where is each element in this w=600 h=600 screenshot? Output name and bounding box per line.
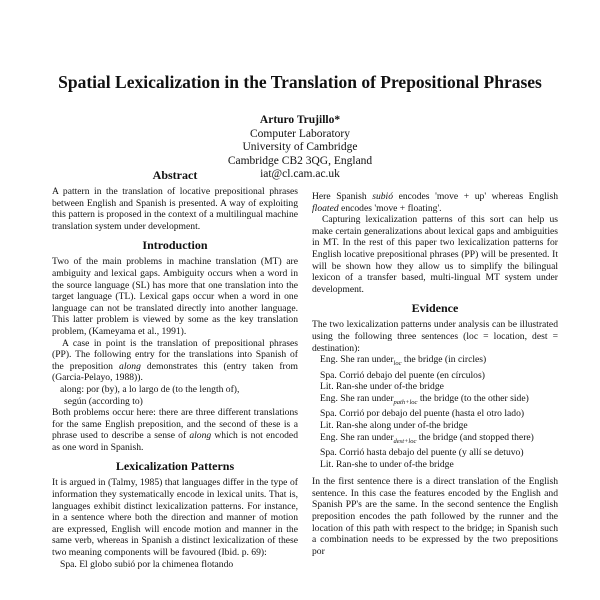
- example-1-spanish: Spa. Corrió debajo del puente (en círculos): [320, 369, 485, 381]
- paper-title: Spatial Lexicalization in the Translation of Prepositional Phrases: [58, 72, 542, 92]
- introduction-paragraph-2: A case in point is the translation of prepositional phrases (PP). The following entry for the translations into Spanish of the preposition along demonstrates this (entry taken from (Garcia-Pelayo, 1988)).: [52, 337, 298, 384]
- translation-entry-line-1: along: por (by), a lo largo de (to the length of),: [60, 383, 240, 395]
- introduction-paragraph-1: Two of the main problems in machine translation (MT) are ambiguity and lexical gaps. Ambiguity occurs when a word in the source language (SL) has more that one translation into the target language (TL). Lexical gaps occur when a word in one language can not be translated directly into another language. This latter problem is viewed by some as the key translation problem, (Kameyama et al., 1991).: [52, 256, 298, 337]
- translation-entry-line-2: según (according to): [64, 395, 143, 407]
- example-2-spanish: Spa. Corrió por debajo del puente (hasta el otro lado): [320, 408, 525, 420]
- introduction-paragraph-3: Both problems occur here: there are three different translations for the same English preposition, and the second of these is a phrase used to describe a sense of along which is not encoded as one word in Spanish.: [52, 407, 298, 453]
- evidence-closing-paragraph: In the first sentence there is a direct translation of the English sentence. In this case the features encoded by the English and Spanish PP's are the same. In the second sentence the English preposition encodes the path followed by the runner and the location of this path with respect to the bridge; in Spanish such a combination needs to be expressed by the two prepositions por: [312, 476, 558, 557]
- example-2-english: Eng. She ran under$_{path+loc}$ the bridge (to the other side): [320, 392, 529, 406]
- evidence-heading: Evidence: [411, 301, 459, 316]
- lexicalization-patterns-heading: Lexicalization Patterns: [115, 459, 235, 474]
- example-1-english: Eng. She ran under$_{loc}$ the bridge (in circles): [320, 354, 487, 368]
- author-affiliation-2: University of Cambridge: [242, 141, 358, 153]
- example-1-literal: Lit. Ran-she under of-the bridge: [320, 381, 444, 393]
- right-column: [312, 191, 558, 557]
- example-3-spanish: Spa. Corrió hasta debajo del puente (y allí se detuvo): [320, 447, 524, 458]
- author-email: iat@cl.cam.ac.uk: [260, 168, 340, 180]
- introduction-heading: Introduction: [142, 238, 208, 253]
- spanish-example: Spa. El globo subió por la chimenea flotando: [60, 558, 234, 570]
- abstract-heading: Abstract: [152, 168, 198, 182]
- left-column: [52, 168, 298, 570]
- example-3-literal: Lit. Ran-she to under of-the bridge: [320, 458, 454, 470]
- author-name: Arturo Trujillo*: [259, 114, 341, 126]
- abstract-text: A pattern in the translation of locative prepositional phrases between English and Spanish is presented. A way of exploiting this pattern is proposed in the context of a multilingual machine translation system under development.: [52, 186, 298, 232]
- example-3-english: Eng. She ran under$_{dest+loc}$ the bridge (and stopped there): [320, 431, 534, 445]
- example-2-literal: Lit. Ran-she along under of-the bridge: [320, 419, 468, 431]
- right-paragraph-1: Here Spanish subió encodes 'move + up' whereas English floated encodes 'move + floating'.: [312, 191, 558, 214]
- lexicalization-paragraph: It is argued in (Talmy, 1985) that languages differ in the type of information they systematically encode in lexical units. That is, languages exhibit distinct lexicalization patterns. For instance, in a sentence where both the direction and manner of motion are expressed, English will encode motion and manner in the same verb, whereas in Spanish a distinct lexicalization of these two meaning components will be favoured (Ibid. p. 69):: [52, 477, 298, 559]
- author-address: Cambridge CB2 3QG, England: [227, 154, 373, 167]
- evidence-intro: The two lexicalization patterns under analysis can be illustrated using the following three sentences (loc = location, dest = destination):: [312, 319, 558, 354]
- author-affiliation-1: Computer Laboratory: [250, 127, 350, 140]
- right-paragraph-2: Capturing lexicalization patterns of this sort can help us make certain generalizations about lexical gaps and ambiguities in MT. In the rest of this paper two lexicalization patterns for English locative prepositional phrases (PP) will be presented. It will be shown how they allow us to simplify the bilingual lexicon of a transfer based, multi-lingual MT system under development.: [312, 214, 558, 295]
